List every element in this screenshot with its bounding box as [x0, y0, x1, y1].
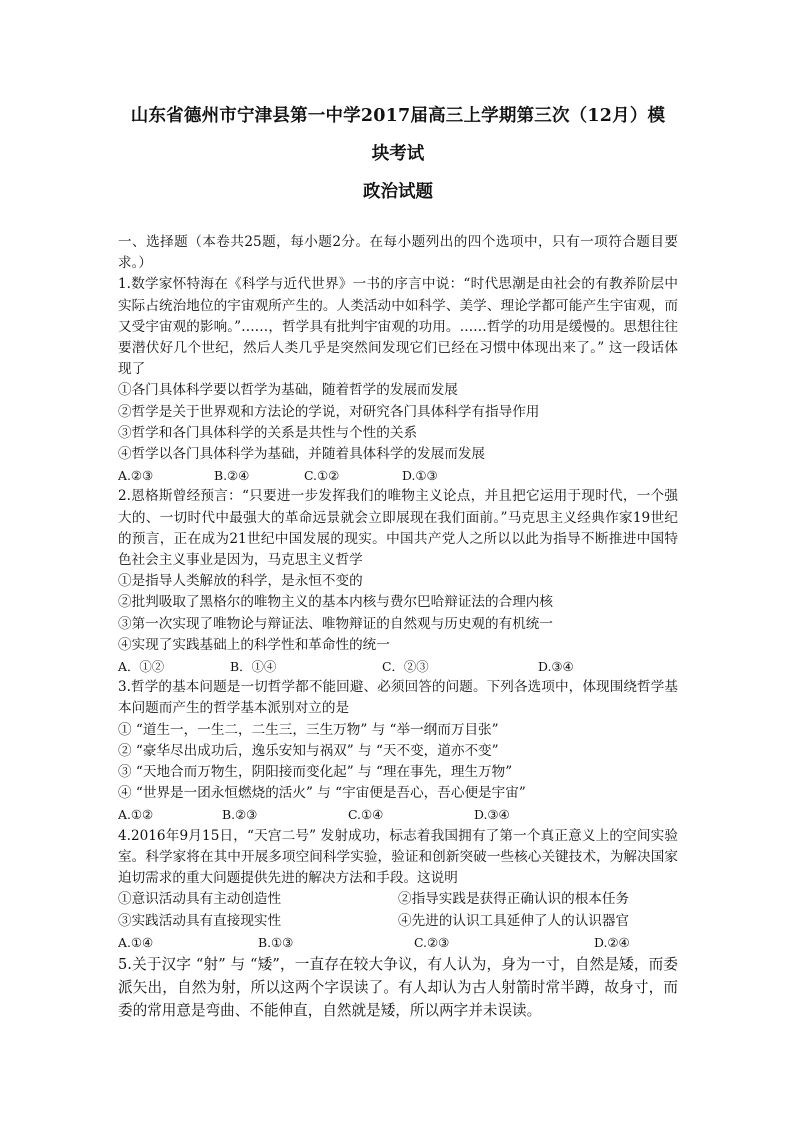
question-3: [118, 677, 678, 825]
statement-option: ①各门具体科学要以哲学为基础，随着哲学的发展而发展: [118, 382, 458, 399]
choice-b: B.②④: [214, 468, 250, 484]
statement-option: ①意识活动具有主动创造性: [118, 891, 282, 908]
question-1: [118, 274, 678, 486]
statement-option: ③哲学和各门具体科学的关系是共性与个性的关系: [118, 424, 418, 441]
choice-c: C.①④: [348, 807, 384, 823]
question-4: [118, 826, 678, 953]
exam-title-line1: 山东省德州市宁津县第一中学2017届高三上学期第三次（12月）模: [130, 106, 666, 126]
choice-a: A．①②: [118, 659, 165, 675]
statement-option-row: [118, 911, 678, 932]
section-intro: 一、选择题（本卷共25题，每小题2分。在每小题列出的四个选项中，只有一项符合题目要求。）: [118, 234, 678, 272]
question-stem: 3.哲学的基本问题是一切哲学都不能回避、必须回答的问题。下列各选项中，体现围绕哲学基本问题而产生的哲学基本派别对立的是: [118, 679, 678, 717]
question-stem: 1.数学家怀特海在《科学与近代世界》一书的序言中说：“时代思潮是由社会的有教养阶层中实际占统治地位的宇宙观所产生的。人类活动中如科学、美学、理论学都可能产生宇宙观，而又受宇宙观的影响。”……，哲学具有批判宇宙观的功用。……哲学的功用是缓慢的。思想往往要潜伏好几个世纪，然后人类几乎是突然间发现它们已经在习惯中体现出来了。” 这一段话体现了: [118, 276, 678, 378]
choice-b: B.①③: [258, 934, 294, 950]
choice-b: B．①④: [230, 659, 277, 675]
choice-c: C．②③: [382, 659, 429, 675]
choice-d: D.③④: [474, 807, 510, 823]
statement-option: ①是指导人类解放的科学，是永恒不变的: [118, 573, 363, 590]
statement-option: ②哲学是关于世界观和方法论的学说，对研究各门具体科学有指导作用: [118, 403, 540, 420]
subject-title: 政治试题: [363, 182, 433, 202]
statement-option: ②指导实践是获得正确认识的根本任务: [398, 891, 630, 908]
choice-c: C.②③: [414, 934, 450, 950]
statement-option: ②批判吸取了黑格尔的唯物主义的基本内核与费尔巴哈辩证法的合理内核: [118, 594, 553, 611]
question-stem: 4.2016年9月15日，“天宫二号” 发射成功，标志着我国拥有了第一个真正意义上的空间实验室。科学家将在其中开展多项空间科学实验，验证和创新突破一些核心关键技术，为解决国家迫切需求的重大问题提供先进的解决方法和手段。这说明: [118, 827, 678, 887]
statement-option: ③实践活动具有直接现实性: [118, 912, 282, 929]
question-5: [118, 953, 678, 1022]
choice-c: C.①②: [304, 468, 340, 484]
statement-option: ② “豪华尽出成功后，逸乐安知与祸双” 与 “天不变，道亦不变”: [118, 742, 499, 759]
choice-d: D.①③: [402, 468, 438, 484]
question-stem: 2.恩格斯曾经预言：“只要进一步发挥我们的唯物主义论点，并且把它运用于现时代，一个强大的、一切时代中最强大的革命远景就会立即展现在我们面前。”马克思主义经典作家19世纪的预言，正在成为21世纪中国发展的现实。中国共产党人之所以以此为指导不断推进中国特色社会主义事业是因为，马克思主义哲学: [118, 488, 678, 569]
exam-title-line2: 块考试: [371, 144, 425, 164]
exam-body: [118, 232, 678, 1022]
answer-choices: [118, 656, 678, 677]
statement-option: ③ “天地合而万物生，阴阳接而变化起” 与 “理在事先，理生万物”: [118, 764, 513, 781]
choice-d: D.③④: [538, 659, 574, 675]
answer-choices: [118, 932, 678, 953]
choice-a: A.②③: [118, 468, 154, 484]
answer-choices: [118, 465, 678, 486]
choice-a: A.①②: [118, 807, 154, 823]
choice-d: D.②④: [594, 934, 630, 950]
statement-option: ③第一次实现了唯物论与辩证法、唯物辩证的自然观与历史观的有机统一: [118, 615, 553, 632]
statement-option: ④实现了实践基础上的科学性和革命性的统一: [118, 636, 390, 653]
question-2: [118, 486, 678, 677]
exam-page: [118, 100, 678, 1022]
statement-option: ① “道生一，一生二，二生三，三生万物” 与 “举一纲而万目张”: [118, 721, 499, 738]
question-stem: 5.关于汉字 “射” 与 “矮”，一直存在较大争议，有人认为，身为一寸，自然是矮，而委派矢出，自然为射，所以这两个字误读了。有人却认为古人射箭时常半蹲，故身寸，而委的常用意是弯曲、不能伸直，自然就是矮，所以两字并未误读。: [118, 955, 678, 1019]
statement-option-row: [118, 889, 678, 910]
statement-option: ④先进的认识工具延伸了人的认识器官: [398, 912, 630, 929]
choice-b: B.②③: [222, 807, 258, 823]
statement-option: ④ “世界是一团永恒燃烧的活火” 与 “宇宙便是吾心，吾心便是宇宙”: [118, 785, 526, 802]
statement-option: ④哲学以各门具体科学为基础，并随着具体科学的发展而发展: [118, 446, 486, 463]
answer-choices: [118, 804, 678, 825]
choice-a: A.①④: [118, 934, 154, 950]
